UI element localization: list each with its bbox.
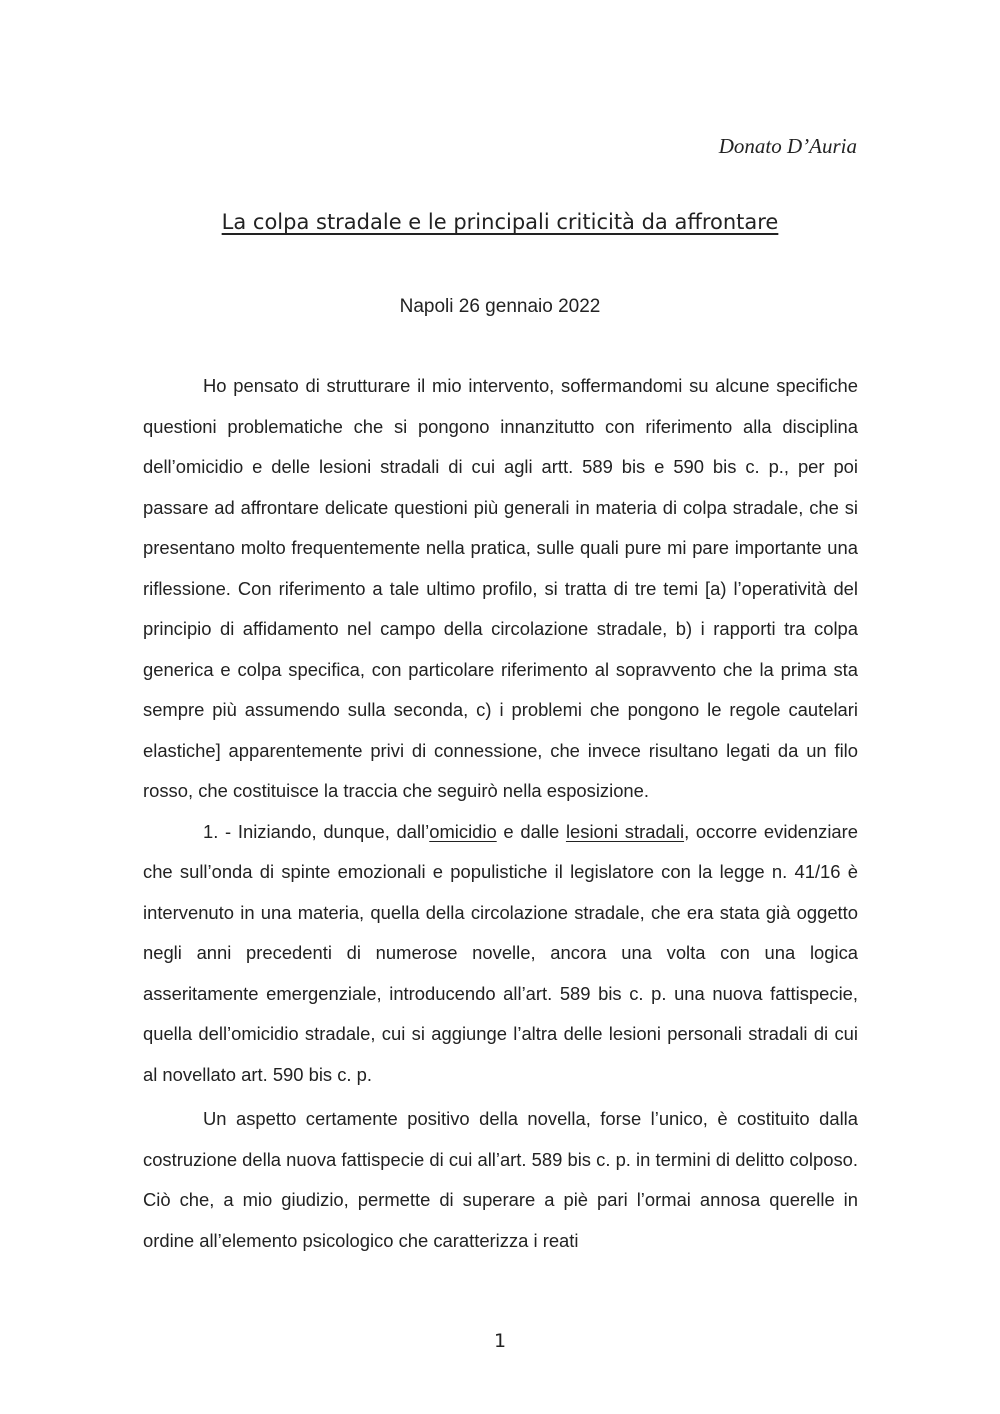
paragraph-section-1-start: 1. - Iniziando, dunque, dall’	[203, 820, 430, 842]
document-title	[0, 210, 1000, 234]
underlined-term-lesioni-stradali: lesioni stradali	[565, 820, 685, 842]
paragraph-section-1	[143, 812, 858, 1096]
paragraph-section-1-end: , occorre evidenziare che sull’onda di spinte emozionali e populistiche il legislatore con la legge n. 41/16 è intervenuto in una materia, quella della circolazione stradale, che era stata già oggetto negli anni precedenti di numerose novelle, ancora una volta con una logica asseritamente emergenziale, introducendo all’art. 589 bis c. p. una nuova fattispecie, quella dell’omicidio stradale, cui si aggiunge l’altra delle lesioni personali stradali di cui al novellato art. 590 bis c. p.	[143, 820, 858, 1085]
paragraph-section-1-mid: e dalle	[496, 820, 566, 842]
paragraph-positive-aspect: Un aspetto certamente positivo della novella, forse l’unico, è costituito dalla costruzione della nuova fattispecie di cui all’art. 589 bis c. p. in termini di delitto colposo. Ciò che, a mio giudizio, permette di superare a piè pari l’ormai annosa querelle in ordine all’elemento psicologico che caratterizza i reati	[143, 1108, 858, 1251]
author-name: Donato D’Auria	[718, 134, 857, 158]
page-number: 1	[493, 1330, 507, 1352]
underlined-term-omicidio: omicidio	[429, 820, 497, 842]
paragraph-intro: Ho pensato di strutturare il mio intervento, soffermandomi su alcune specifiche questioni problematiche che si pongono innanzitutto con riferimento alla disciplina dell’omicidio e delle lesioni stradali di cui agli artt. 589 bis e 590 bis c. p., per poi passare ad affrontare delicate questioni più generali in materia di colpa stradale, che si presentano molto frequentemente nella pratica, sulle quali pure mi pare importante una riflessione. Con riferimento a tale ultimo profilo, si tratta di tre temi [a) l’operatività del principio di affidamento nel campo della circolazione stradale, b) i rapporti tra colpa generica e colpa specifica, con particolare riferimento al sopravvento che la prima sta sempre più assumendo sulla seconda, c) i problemi che pongono le regole cautelari elastiche] apparentemente privi di connessione, che invece risultano legati da un filo rosso, che costituisce la traccia che seguirò nella esposizione.	[143, 375, 858, 801]
document-title-text: La colpa stradale e le principali criticità da affrontare	[221, 210, 779, 234]
document-body	[143, 366, 858, 1261]
date-line: Napoli 26 gennaio 2022	[399, 296, 601, 317]
